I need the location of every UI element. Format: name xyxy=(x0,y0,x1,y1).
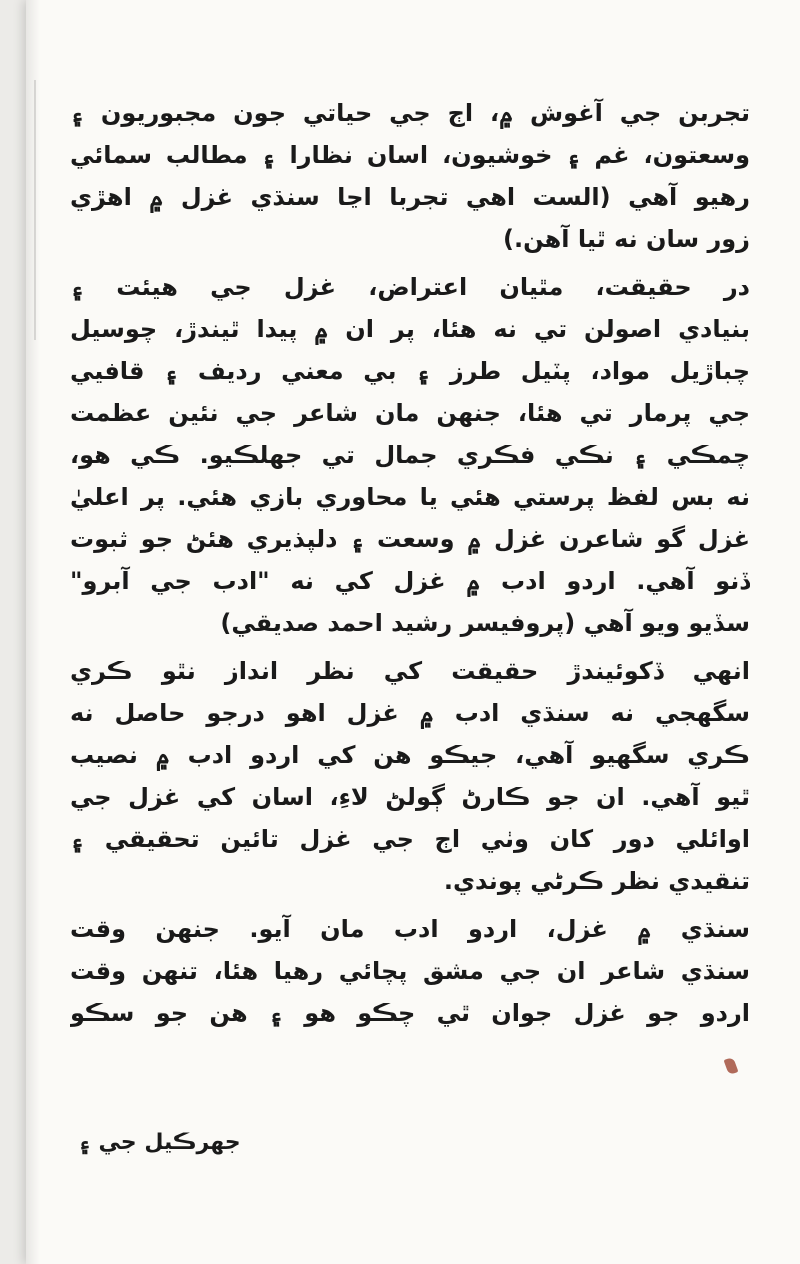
binding-edge-mark xyxy=(34,80,36,340)
text-line: رهيو آهي (الست اهي تجربا اڃا سنڌي غزل ۾ اهڙي xyxy=(70,183,750,211)
catchword: جهرڪيل جي ۽ xyxy=(78,1130,241,1155)
text-line: بنيادي اصولن تي نه هئا، پر ان ۾ پيدا ٿيندڙ، چوسيل xyxy=(70,315,750,343)
text-line: سگهجي نه سنڌي ادب ۾ غزل اهو درجو حاصل نه xyxy=(70,699,750,727)
text-line: اوائلي دور کان وٺي اڄ جي غزل تائين تحقيقي ۽ xyxy=(70,825,750,853)
page-gutter-shadow xyxy=(26,0,40,1264)
paragraph-3 xyxy=(70,650,750,902)
paragraph-2 xyxy=(70,266,750,644)
text-line: تنقيدي نظر ڪرڻي پوندي. xyxy=(443,867,750,895)
text-line: ڏنو آهي. اردو ادب ۾ غزل کي نه "ادب جي آبرو" xyxy=(70,567,750,595)
text-line: زور سان نه ٿيا آهن.) xyxy=(502,225,750,253)
text-line: غزل گو شاعرن غزل ۾ وسعت ۽ دلپذيري هئڻ جو ثبوت xyxy=(70,525,750,553)
paragraph-4 xyxy=(70,908,750,1034)
text-line: در حقيقت، مٿيان اعتراض، غزل جي هيئت ۽ xyxy=(70,273,750,301)
text-line: سڏيو ويو آهي (پروفيسر رشيد احمد صديقي) xyxy=(220,609,750,637)
page-text-body xyxy=(70,92,750,1034)
text-line: اردو جو غزل جوان ٿي چڪو هو ۽ هن جو سڪو xyxy=(70,999,750,1027)
text-line: ٿيو آهي. ان جو ڪارڻ ڳولڻ لاءِ، اسان کي غزل جي xyxy=(70,783,750,811)
text-line: تجربن جي آغوش ۾، اڄ جي حياتي جون مجبوريون ۽ xyxy=(70,99,750,127)
text-line: ڪري سگهيو آهي، جيڪو هن کي اردو ادب ۾ نصيب xyxy=(70,741,750,769)
text-line: چمڪي ۽ نڪي فڪري جمال تي جهلڪيو. ڪي هو، xyxy=(70,441,750,469)
text-line: سنڌي شاعر ان جي مشق پچائي رهيا هئا، تنهن وقت xyxy=(70,957,750,985)
text-line: نه بس لفظ پرستي هئي يا محاوري بازي هئي. پر اعليٰ xyxy=(70,483,750,511)
paragraph-1 xyxy=(70,92,750,260)
text-line: چباڙيل مواد، پٽيل طرز ۽ بي معني رديف ۽ قافيي xyxy=(70,357,750,385)
text-line: انهي ڏکوئيندڙ حقيقت کي نظر انداز نٿو ڪري xyxy=(70,657,750,685)
text-line: وسعتون، غم ۽ خوشيون، اسان نظارا ۽ مطالب سمائي xyxy=(70,141,750,169)
text-line: سنڌي ۾ غزل، اردو ادب مان آيو. جنهن وقت xyxy=(70,915,750,943)
text-line: جي پرمار تي هئا، جنهن مان شاعر جي نئين عظمت xyxy=(70,399,750,427)
